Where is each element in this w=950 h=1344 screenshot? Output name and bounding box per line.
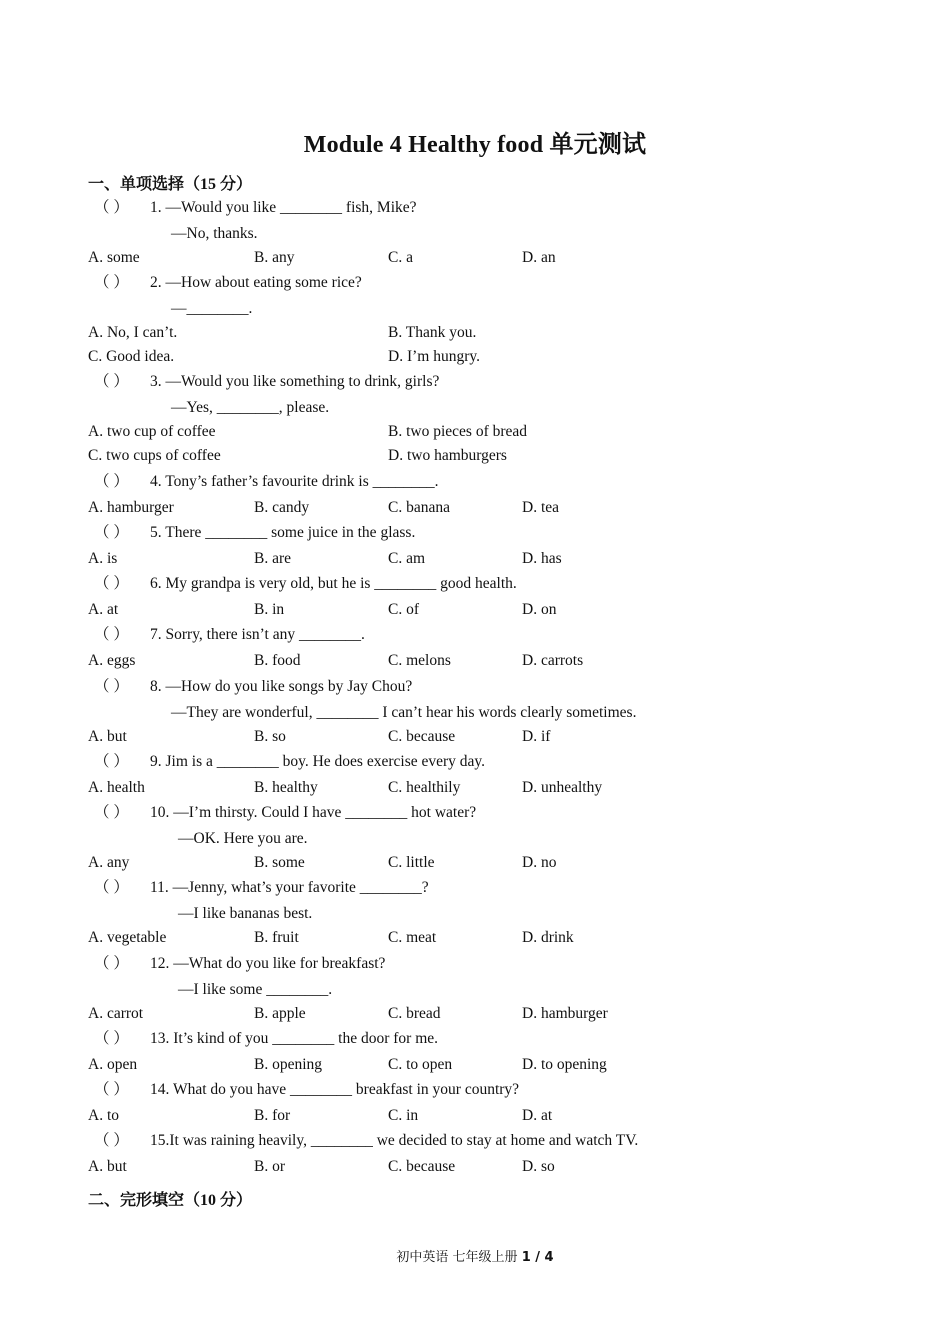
- option-d: D. hamburger: [522, 1005, 608, 1022]
- option-c: C. two cups of coffee: [88, 447, 221, 464]
- option-c: C. because: [388, 1158, 456, 1175]
- question-12: [94, 954, 385, 974]
- option-a: A. is: [88, 550, 118, 567]
- question-stem: 7. Sorry, there isn’t any ________.: [150, 626, 365, 643]
- option-c: C. in: [388, 1107, 419, 1124]
- answer-blank: （ ）: [94, 373, 129, 390]
- option-c: C. little: [388, 854, 435, 871]
- option-b: B. two pieces of bread: [388, 423, 528, 440]
- answer-blank: （ ）: [94, 753, 129, 770]
- option-b: B. fruit: [254, 929, 299, 946]
- question-stem: 12. —What do you like for breakfast?: [150, 955, 386, 972]
- option-a: A. vegetable: [88, 929, 167, 946]
- option-c: C. Good idea.: [88, 348, 175, 365]
- option-a: A. two cup of coffee: [88, 423, 216, 440]
- option-d: D. I’m hungry.: [388, 348, 480, 365]
- question-3: [94, 372, 439, 392]
- option-b: B. healthy: [254, 779, 318, 796]
- question-6: [94, 574, 517, 594]
- option-a: A. hamburger: [88, 499, 174, 516]
- question-stem: 4. Tony’s father’s favourite drink is ________.: [150, 473, 439, 490]
- question-2: [94, 273, 362, 293]
- option-b: B. candy: [254, 499, 310, 516]
- question-stem: 1. —Would you like ________ fish, Mike?: [150, 199, 417, 216]
- question-1: [94, 198, 417, 218]
- option-c: C. a: [388, 249, 413, 266]
- question-continuation: —No, thanks.: [171, 225, 258, 242]
- option-d: D. carrots: [522, 652, 584, 669]
- question-stem: 8. —How do you like songs by Jay Chou?: [150, 678, 413, 695]
- option-c: C. meat: [388, 929, 437, 946]
- question-13: [94, 1029, 438, 1049]
- question-continuation: —They are wonderful, ________ I can’t hear his words clearly sometimes.: [171, 704, 637, 721]
- option-d: D. so: [522, 1158, 555, 1175]
- option-b: B. or: [254, 1158, 285, 1175]
- question-continuation: —OK. Here you are.: [178, 830, 308, 847]
- option-d: D. an: [522, 249, 556, 266]
- question-stem: 2. —How about eating some rice?: [150, 274, 362, 291]
- option-d: D. unhealthy: [522, 779, 603, 796]
- option-c: C. am: [388, 550, 426, 567]
- option-a: A. some: [88, 249, 140, 266]
- option-a: A. health: [88, 779, 145, 796]
- question-8: [94, 677, 412, 697]
- question-stem: 5. There ________ some juice in the glass.: [150, 524, 416, 541]
- answer-blank: （ ）: [94, 626, 129, 643]
- option-b: B. are: [254, 550, 292, 567]
- option-d: D. tea: [522, 499, 560, 516]
- option-c: C. of: [388, 601, 419, 618]
- option-a: A. to: [88, 1107, 119, 1124]
- answer-blank: （ ）: [94, 524, 129, 541]
- section-heading-cloze: 二、完形填空（10 分）: [88, 1192, 253, 1209]
- question-continuation: —I like bananas best.: [178, 905, 313, 922]
- question-15: [94, 1131, 638, 1151]
- question-9: [94, 752, 485, 772]
- question-stem: 15.It was raining heavily, ________ we decided to stay at home and watch TV.: [150, 1132, 639, 1149]
- page-number: 1 / 4: [521, 1250, 554, 1265]
- option-c: C. because: [388, 728, 456, 745]
- question-10: [94, 803, 476, 823]
- answer-blank: （ ）: [94, 274, 129, 291]
- answer-blank: （ ）: [94, 955, 129, 972]
- option-d: D. at: [522, 1107, 553, 1124]
- answer-blank: （ ）: [94, 473, 129, 490]
- option-d: D. drink: [522, 929, 574, 946]
- option-b: B. Thank you.: [388, 324, 477, 341]
- option-d: D. on: [522, 601, 557, 618]
- question-continuation: —I like some ________.: [178, 981, 333, 998]
- option-a: A. carrot: [88, 1005, 144, 1022]
- question-stem: 13. It’s kind of you ________ the door for me.: [150, 1030, 439, 1047]
- question-14: [94, 1080, 519, 1100]
- option-a: A. but: [88, 1158, 127, 1175]
- option-a: A. No, I can’t.: [88, 324, 178, 341]
- option-b: B. some: [254, 854, 305, 871]
- question-continuation: —Yes, ________, please.: [171, 399, 330, 416]
- option-c: C. bread: [388, 1005, 441, 1022]
- option-d: D. to opening: [522, 1056, 607, 1073]
- question-11: [94, 878, 429, 898]
- option-c: C. to open: [388, 1056, 453, 1073]
- question-4: [94, 472, 439, 492]
- footer-text: 初中英语 七年级上册: [396, 1250, 522, 1265]
- answer-blank: （ ）: [94, 804, 129, 821]
- section-heading-multiple-choice: 一、单项选择（15 分）: [88, 176, 253, 193]
- option-c: C. healthily: [388, 779, 461, 796]
- option-b: B. in: [254, 601, 285, 618]
- option-c: C. banana: [388, 499, 450, 516]
- question-stem: 9. Jim is a ________ boy. He does exercise every day.: [150, 753, 486, 770]
- page-footer: [0, 1246, 950, 1265]
- option-d: D. has: [522, 550, 562, 567]
- answer-blank: （ ）: [94, 678, 129, 695]
- option-a: A. any: [88, 854, 130, 871]
- answer-blank: （ ）: [94, 879, 129, 896]
- question-7: [94, 625, 365, 645]
- option-d: D. no: [522, 854, 557, 871]
- option-b: B. any: [254, 249, 295, 266]
- option-a: A. at: [88, 601, 119, 618]
- option-b: B. apple: [254, 1005, 306, 1022]
- option-b: B. food: [254, 652, 301, 669]
- answer-blank: （ ）: [94, 199, 129, 216]
- question-stem: 10. —I’m thirsty. Could I have ________ hot water?: [150, 804, 477, 821]
- option-b: B. for: [254, 1107, 291, 1124]
- question-5: [94, 523, 415, 543]
- question-stem: 3. —Would you like something to drink, girls?: [150, 373, 440, 390]
- answer-blank: （ ）: [94, 1030, 129, 1047]
- option-a: A. eggs: [88, 652, 136, 669]
- option-d: D. if: [522, 728, 551, 745]
- option-b: B. opening: [254, 1056, 323, 1073]
- question-continuation: —________.: [171, 300, 253, 317]
- question-stem: 11. —Jenny, what’s your favorite ________?: [150, 879, 429, 896]
- option-c: C. melons: [388, 652, 451, 669]
- answer-blank: （ ）: [94, 1081, 129, 1098]
- option-b: B. so: [254, 728, 286, 745]
- answer-blank: （ ）: [94, 1132, 129, 1149]
- answer-blank: （ ）: [94, 575, 129, 592]
- option-a: A. but: [88, 728, 127, 745]
- option-a: A. open: [88, 1056, 138, 1073]
- question-stem: 6. My grandpa is very old, but he is ________ good health.: [150, 575, 517, 592]
- question-stem: 14. What do you have ________ breakfast in your country?: [150, 1081, 520, 1098]
- page-title: Module 4 Healthy food 单元测试: [303, 132, 647, 158]
- option-d: D. two hamburgers: [388, 447, 507, 464]
